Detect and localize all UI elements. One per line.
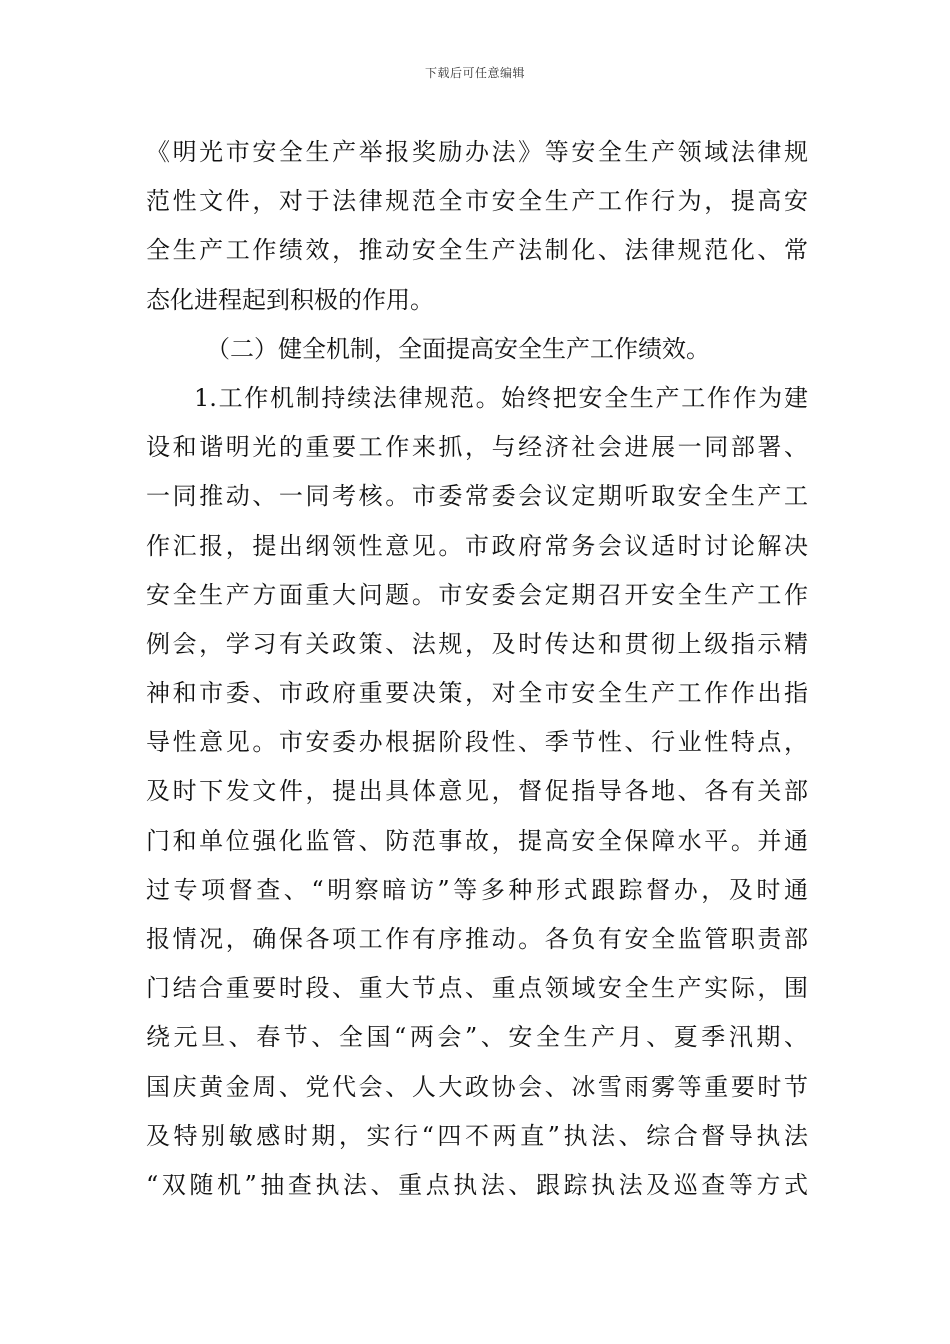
body-line: 及时下发文件，提出具体意见，督促指导各地、各有关部 <box>146 777 808 806</box>
body-line: 全生产工作绩效，推动安全生产法制化、法律规范化、常 <box>146 236 808 265</box>
body-line: “双随机”抽查执法、重点执法、跟踪执法及巡查等方式 <box>146 1170 808 1199</box>
body-line: 例会，学习有关政策、法规，及时传达和贯彻上级指示精 <box>146 629 808 658</box>
document-body <box>146 128 808 1210</box>
body-line: 态化进程起到积极的作用。 <box>146 285 434 314</box>
body-line: 门结合重要时段、重大节点、重点领域安全生产实际，围 <box>146 974 808 1003</box>
body-line: 1.工作机制持续法律规范。始终把安全生产工作作为建 <box>194 383 808 412</box>
body-line: 绕元旦、春节、全国“两会”、安全生产月、夏季汛期、 <box>146 1023 808 1052</box>
body-line: 设和谐明光的重要工作来抓，与经济社会进展一同部署、 <box>146 433 808 462</box>
body-line: 作汇报，提出纲领性意见。市政府常务会议适时讨论解决 <box>146 531 808 560</box>
body-line: 一同推动、一同考核。市委常委会议定期听取安全生产工 <box>146 482 808 511</box>
body-line: 安全生产方面重大问题。市安委会定期召开安全生产工作 <box>146 580 808 609</box>
section-heading: （二）健全机制，全面提高安全生产工作绩效。 <box>206 334 710 363</box>
body-line: 神和市委、市政府重要决策，对全市安全生产工作作出指 <box>146 679 808 708</box>
body-line: 过专项督查、“明察暗访”等多种形式跟踪督办，及时通 <box>146 875 808 904</box>
body-line: 报情况，确保各项工作有序推动。各负有安全监管职责部 <box>146 925 808 953</box>
body-line: 及特别敏感时期，实行“四不两直”执法、综合督导执法 <box>146 1121 808 1150</box>
body-line: 《明光市安全生产举报奖励办法》等安全生产领域法律规 <box>146 138 808 166</box>
body-line: 门和单位强化监管、防范事故，提高安全保障水平。并通 <box>146 826 808 855</box>
body-line: 范性文件，对于法律规范全市安全生产工作行为，提高安 <box>146 187 808 216</box>
page-header: 下载后可任意编辑 <box>424 66 525 80</box>
body-line: 导性意见。市安委办根据阶段性、季节性、行业性特点， <box>146 728 808 757</box>
body-line: 国庆黄金周、党代会、人大政协会、冰雪雨雾等重要时节 <box>146 1072 808 1101</box>
